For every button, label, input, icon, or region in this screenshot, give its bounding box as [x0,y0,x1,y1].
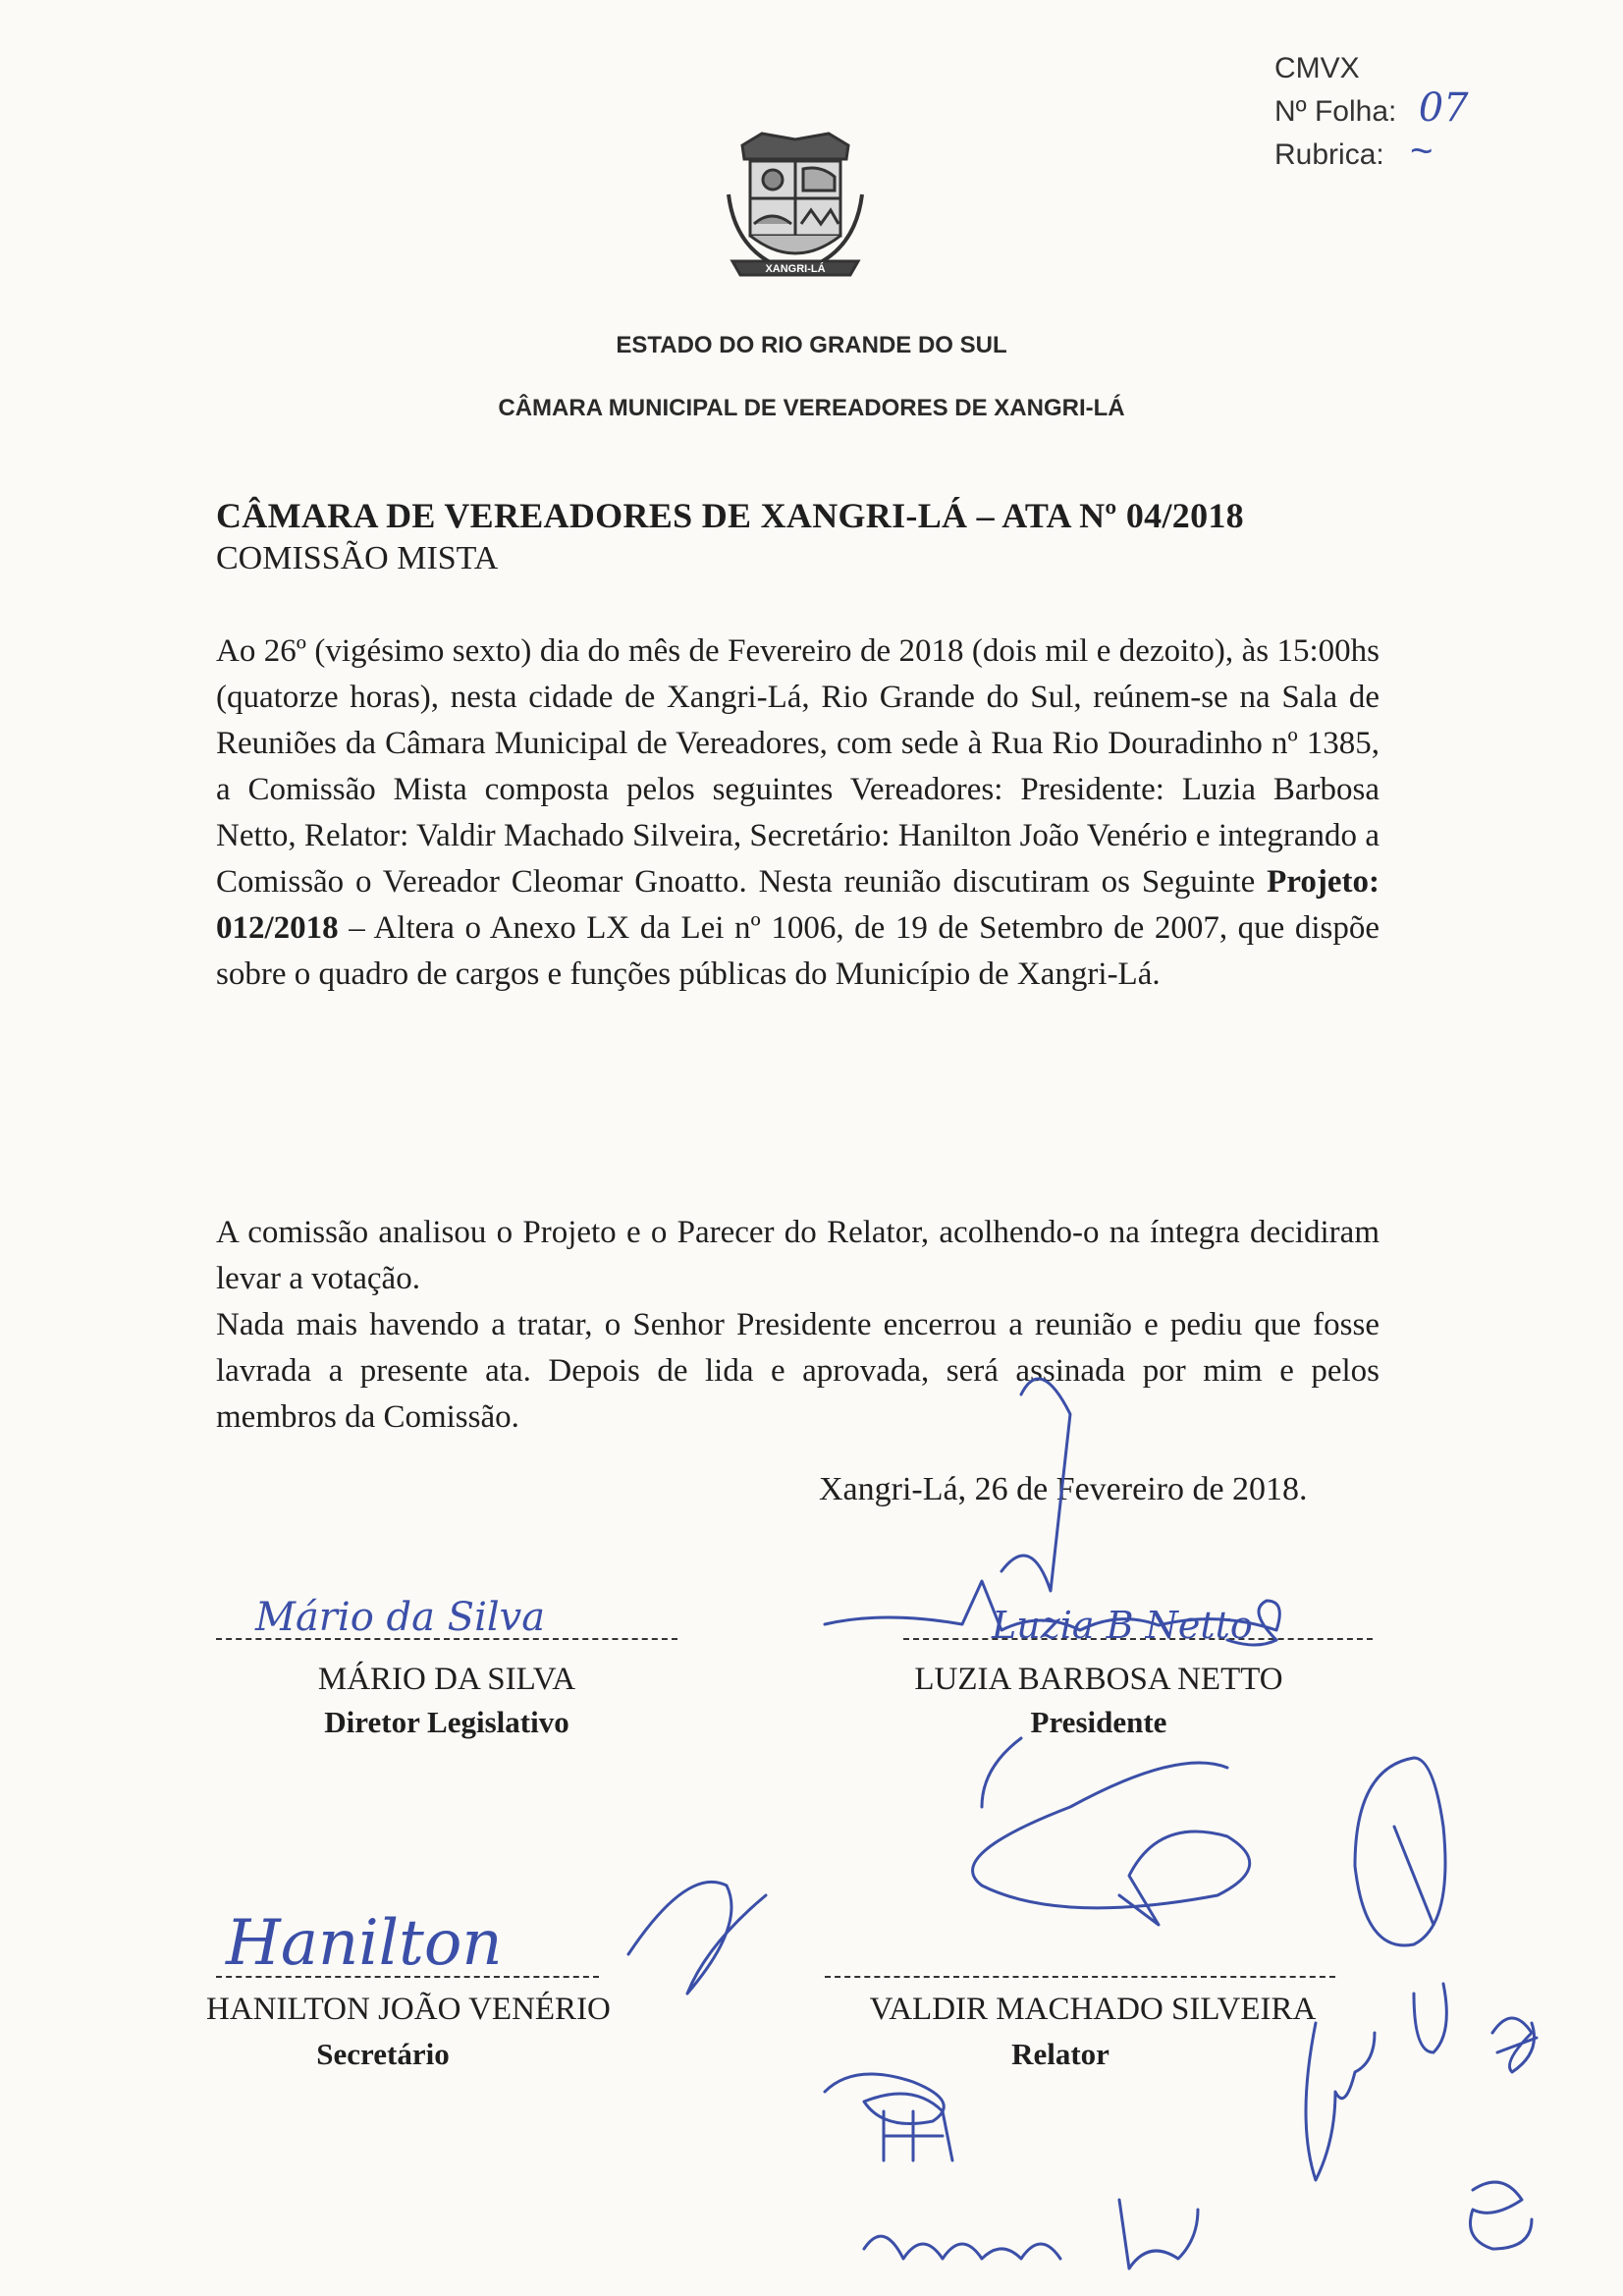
document-title: CÂMARA DE VEREADORES DE XANGRI-LÁ – ATA Nº 04/2018 [216,496,1244,535]
stamp-rubrica-mark: ~ [1410,130,1434,173]
signatory-role-mario: Diretor Legislativo [324,1705,569,1739]
signatory-name-mario: MÁRIO DA SILVA [317,1662,576,1697]
signature-luzia-loop [1001,1379,1070,1591]
signature-valdir-circle [1355,1758,1445,1945]
signature-hanilton: Hanilton [226,1907,503,1980]
paragraph-1-rest: – Altera o Anexo LX da Lei nº 1006, de 19 de Setembro de 2007, que dispõe sobre o quadro de cargos e funções públicas do Município de Xangri-Lá. [216,910,1380,992]
crest-label: XANGRI-LÁ [765,263,826,275]
rubrica-1 [825,2074,952,2160]
minutes-paragraph-2: A comissão analisou o Projeto e o Parecer do Relator, acolhendo-o na íntegra decidiram levar a votação. [216,1215,1380,1296]
signatory-name-hanilton: HANILTON JOÃO VENÉRIO [206,1992,611,2027]
header-state: ESTADO DO RIO GRANDE DO SUL [616,332,1007,358]
header-chamber: CÂMARA MUNICIPAL DE VEREADORES DE XANGRI-LÁ [498,395,1125,421]
stamp-rubrica-label: Rubrica: [1274,138,1384,171]
rubrica-3 [1492,2018,1537,2072]
signature-valdir-loops [973,1763,1250,1925]
stamp-folha-value: 07 [1418,85,1469,131]
rubrica-6 [1471,2182,1533,2249]
document-subtitle: COMISSÃO MISTA [216,540,499,576]
signatory-role-hanilton: Secretário [316,2037,450,2071]
signature-luzia-text: Luzia B Netto [992,1604,1253,1647]
signatory-name-luzia: LUZIA BARBOSA NETTO [914,1662,1283,1697]
signatory-name-valdir: VALDIR MACHADO SILVEIRA [869,1992,1317,2027]
rubrica-2 [1306,1984,1446,2180]
stamp-folha-label: Nº Folha: [1274,95,1397,128]
signatory-role-luzia: Presidente [1030,1705,1167,1739]
signatory-role-valdir: Relator [1011,2037,1109,2071]
stamp-org: CMVX [1274,52,1360,84]
paragraph-1-intro: Ao 26º (vigésimo sexto) dia do mês de Fevereiro de 2018 (dois mil e dezoito), às 15:00hs (quatorze horas), nesta cidade de Xangri-Lá, Rio Grande do Sul, reúnem-se na Sala de Reuniões da Câmara Municipal de Vereadores, com sede à Rua Rio Douradinho nº 1385, a Comissão Mista composta pelos seguintes Vereadores: Presidente: Luzia Barbosa Netto, Relator: Valdir Machado Silveira, Secretário: Hanilton João Venério e integrando a Comissão o Vereador Cleomar Gnoatto. Nesta reunião discutiram os Seguinte [216,633,1380,900]
rubrica-5 [1119,2200,1198,2269]
project-number: Projeto: 012/2018 [216,864,1380,946]
signature-hanilton-tail [628,1882,766,1994]
minutes-paragraph-3: Nada mais havendo a tratar, o Senhor Presidente encerrou a reunião e pediu que fosse lavrada a presente ata. Depois de lida e aprovada, será assinada por mim e pelos membros da Comissão. [216,1307,1380,1435]
rubrica-4 [864,2236,1060,2259]
signature-mario-da-silva: Mário da Silva [255,1595,546,1640]
document-date: Xangri-Lá, 26 de Fevereiro de 2018. [819,1471,1308,1507]
rubrica-7 [982,1738,1021,1807]
